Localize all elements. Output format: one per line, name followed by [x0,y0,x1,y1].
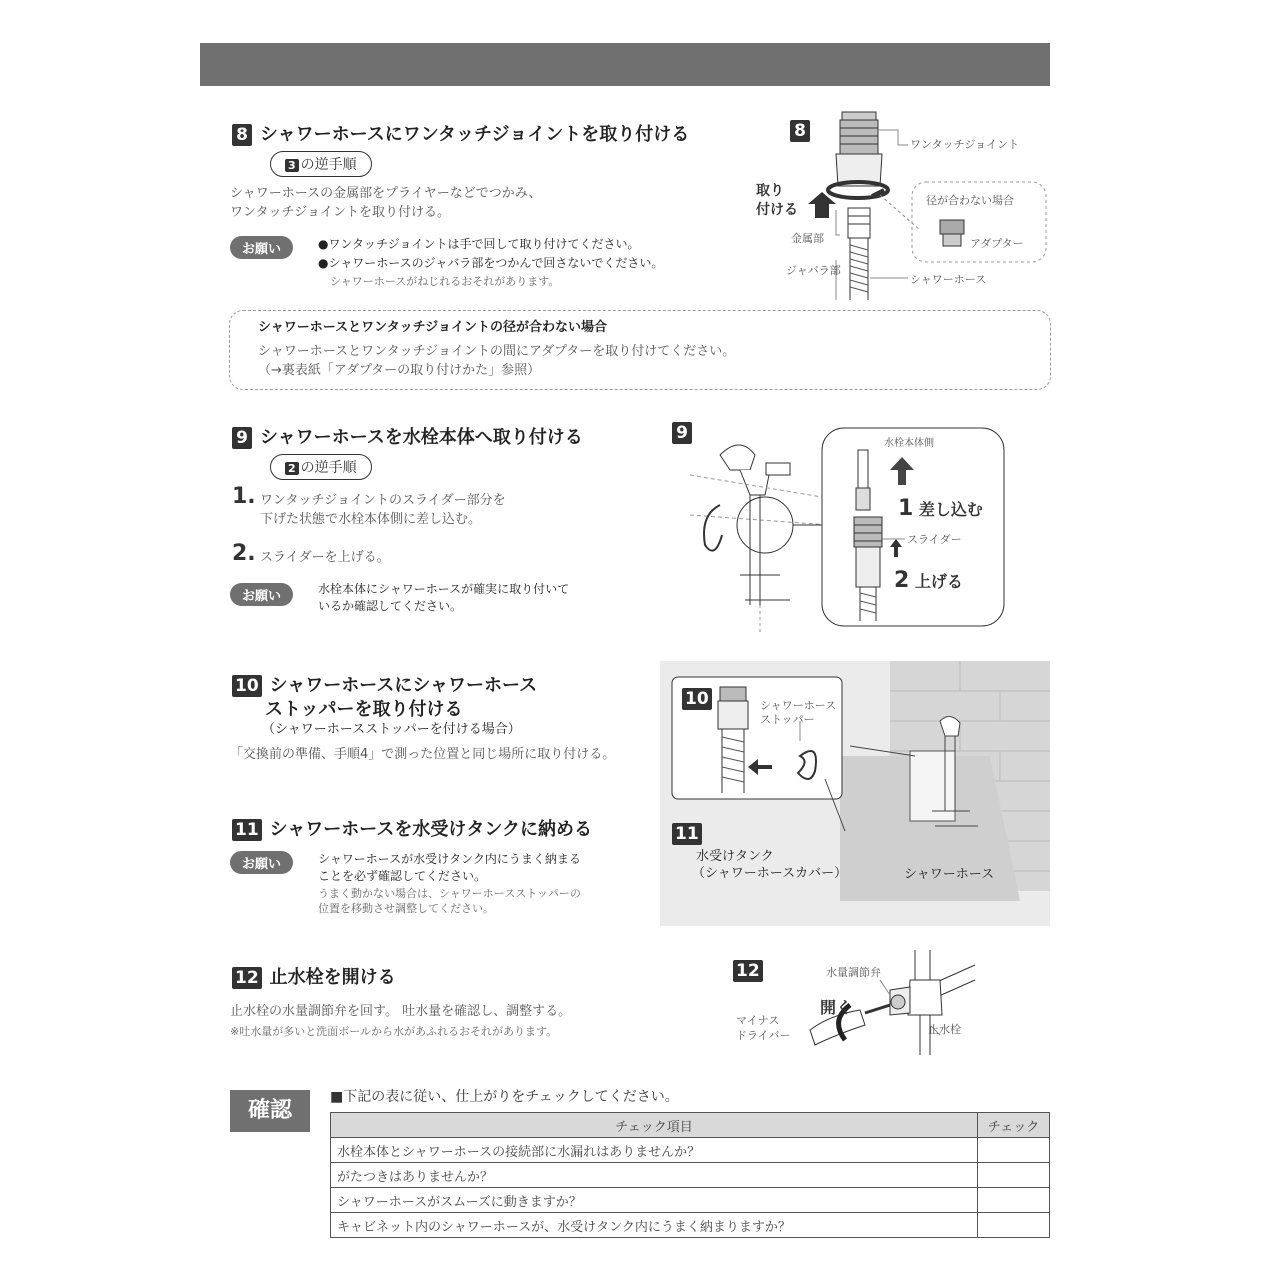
step11-title: シャワーホースを水受けタンクに納める [269,819,593,840]
step8-fig-mismatch-label: 径が合わない場合 [926,194,1014,207]
step8-body-2: ワンタッチジョイントを取り付ける。 [230,205,450,220]
step12-body: 止水栓の水量調節弁を回す。 吐水量を確認し、調整する。 [230,1004,572,1019]
step11-heading [232,815,592,841]
step9-substep-2-text: スライダーを上げる。 [260,550,390,565]
step9-pill-text: の逆手順 [300,460,357,476]
table-row [331,1188,1050,1213]
step9-heading [232,423,583,449]
step11-note-3: うまく動かない場合は、シャワーホースストッパーの [318,887,581,900]
table-header-row [331,1113,1050,1138]
col-check-item: チェック項目 [331,1113,978,1138]
step9-pill-key: 2 [285,462,299,475]
step9-substep-1-line-2: 下げた状態で水栓本体側に差し込む。 [260,512,482,527]
step12-figure-number [733,960,771,982]
step8-pill-text: の逆手順 [300,157,357,173]
step10-figure-number [682,688,720,710]
step11-fig-tank-1: 水受けタンク [696,849,774,864]
step9-title: シャワーホースを水栓本体へ取り付ける [260,427,583,448]
step9-fig-insert-number: 1 [898,496,914,521]
step8-note-1: ●ワンタッチジョイントは手で回して取り付けてください。 [318,237,640,251]
step8-fig-adapter-label: アダプター [970,237,1024,250]
confirm-label: 確認 [230,1090,310,1132]
step10-subtitle: （シャワーホースストッパーを付ける場合） [262,722,521,737]
step8-body-1: シャワーホースの金属部をプライヤーなどでつかみ、 [230,186,542,201]
table-row [331,1138,1050,1163]
step12-fig-driver-1: マイナス [736,1014,780,1027]
confirm-check-table [330,1112,1050,1238]
step8-heading [232,120,689,146]
step9-fig-insert [898,496,983,521]
step10-fig-num-label: 10 [682,688,712,710]
step12-fig-driver-2: ドライバー [736,1029,791,1042]
check-item-text: 水栓本体とシャワーホースの接続部に水漏れはありませんか？ [331,1138,978,1163]
step9-substep-2-number: 2. [232,541,256,566]
step12-fig-num-label: 12 [733,960,763,982]
step12-heading [232,963,396,989]
table-row [331,1213,1050,1238]
check-box-cell[interactable] [978,1188,1050,1213]
step10-body: 「交換前の準備、手順4」で測った位置と同じ場所に取り付ける。 [230,747,616,762]
step8-fig-num-label: 8 [790,120,810,142]
step11-fig-num-label: 11 [672,823,702,845]
step10-title-1: シャワーホースにシャワーホース [269,675,538,696]
step9-fig-raise-number: 2 [894,568,910,593]
step9-note-1: 水栓本体にシャワーホースが確実に取り付いて [318,582,570,596]
adapter-box-line-1: シャワーホースとワンタッチジョイントの間にアダプターを取り付けてください。 [258,344,736,359]
step8-fig-joint-label: ワンタッチジョイント [910,138,1020,151]
step8-title: シャワーホースにワンタッチジョイントを取り付ける [260,124,690,145]
confirm-intro: ■下記の表に従い、仕上がりをチェックしてください。 [330,1089,679,1105]
adapter-box-title: シャワーホースとワンタッチジョイントの径が合わない場合 [258,320,608,335]
step12-number: 12 [232,967,262,989]
table-row [331,1163,1050,1188]
step11-fig-hose-label: シャワーホース [904,867,995,882]
step11-note-1: シャワーホースが水受けタンク内にうまく納まる [318,852,581,866]
step9-substep-1-line-1: ワンタッチジョイントのスライダー部分を [260,493,506,508]
step11-fig-tank-2: （シャワーホースカバー） [692,866,848,881]
step9-onegai-badge: お願い [230,583,293,606]
step11-note-4: 位置を移動させ調整してください。 [318,902,494,915]
step8-fig-attach-1: 取り [756,183,784,199]
step10-fig-stopper-2: ストッパー [760,713,815,726]
step11-note-2: ことを必ず確認してください。 [318,869,487,883]
step8-note-2: ●シャワーホースのジャバラ部をつかんで回さないでください。 [318,256,664,270]
check-item-text: キャビネット内のシャワーホースが、水受けタンク内にうまく納まりますか？ [331,1213,978,1238]
step9-reverse-pill [270,454,372,480]
step8-fig-attach-2: 付ける [756,202,798,218]
step8-pill-key: 3 [285,159,299,172]
step8-fig-hose-label: シャワーホース [910,273,987,286]
step9-fig-slider-label: スライダー [907,533,962,546]
step8-note-3: シャワーホースがねじれるおそれがあります。 [330,275,560,288]
step12-fig-valve-label: 水量調節弁 [826,966,881,979]
step9-fig-body-side-label: 水栓本体側 [884,438,934,449]
step12-fig-stop-label: 止水栓 [928,1023,961,1036]
step8-number: 8 [232,124,252,146]
step8-reverse-pill [270,151,372,177]
step8-fig-metal-label: 金属部 [791,232,824,245]
step10-title-2: ストッパーを取り付ける [265,699,463,720]
check-box-cell[interactable] [978,1213,1050,1238]
header-bar [200,43,1050,86]
step9-number: 9 [232,427,252,449]
step11-figure-number [672,823,710,845]
check-item-text: シャワーホースがスムーズに動きますか？ [331,1188,978,1213]
step11-number: 11 [232,819,262,841]
step10-number: 10 [232,675,262,697]
step8-onegai-badge: お願い [230,236,293,259]
step9-fig-raise [894,568,963,593]
step12-fig-open-label: 開く [820,998,853,1017]
check-item-text: がたつきはありませんか？ [331,1163,978,1188]
step9-fig-num-label: 9 [672,422,692,444]
check-box-cell[interactable] [978,1138,1050,1163]
step12-title: 止水栓を開ける [269,967,396,988]
step9-note-2: いるか確認してください。 [318,599,463,613]
check-box-cell[interactable] [978,1163,1050,1188]
step8-fig-jabara-label: ジャバラ部 [786,264,841,277]
step12-caution: ※吐水量が多いと洗面ボールから水があふれるおそれがあります。 [230,1025,558,1038]
step10-heading [232,671,537,697]
step9-substep-1-number: 1. [232,484,256,509]
step10-fig-stopper-1: シャワーホース [760,699,837,712]
step9-fig-raise-label: 上げる [914,572,963,591]
col-check: チェック [978,1113,1050,1138]
adapter-box-line-2: （→裏表紙「アダプターの取り付けかた」参照） [258,363,541,378]
step11-onegai-badge: お願い [230,851,293,874]
step9-fig-insert-label: 差し込む [918,500,983,519]
